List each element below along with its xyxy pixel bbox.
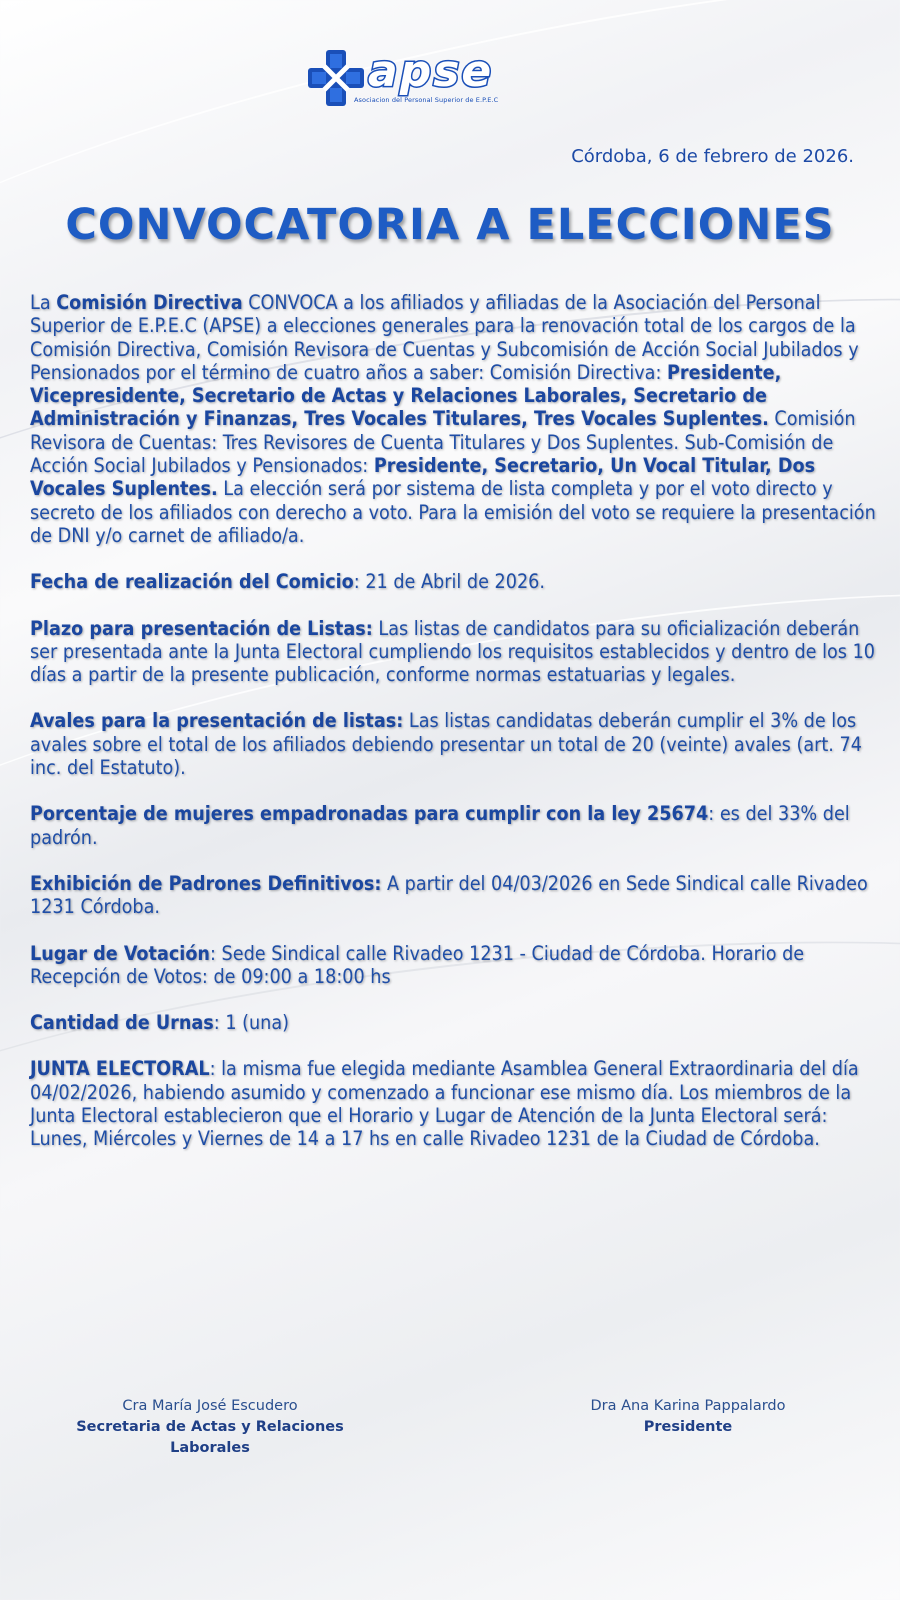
intro-text: La <box>30 291 57 314</box>
section-label: Cantidad de Urnas <box>30 1011 214 1035</box>
signatory-name: Dra Ana Karina Pappalardo <box>590 1398 786 1414</box>
document-body <box>30 291 884 1174</box>
intro-bold: Comisión Directiva <box>56 291 243 314</box>
section-text: : la misma fue elegida mediante Asamblea General Extraordinaria del día 04/02/2026, habiendo asumido y comenzado a funcionar ese mismo día. Los miembros de la Junta Electoral establecieron que el Horario y Lugar de Atención de la Junta Electoral será: Lunes, Miércoles y Viernes de 14 a 17 hs en calle Rivadeo 1231 de la Ciudad de Córdoba. <box>30 1057 859 1151</box>
section-text: : Sede Sindical calle Rivadeo 1231 - Ciudad de Córdoba. Horario de Recepción de Votos: de 09:00 a 18:00 hs <box>30 941 805 988</box>
signatory-role: Presidente <box>643 1419 733 1435</box>
section-text: Las listas de candidatos para su oficialización deberán ser presentada ante la Junta Electoral cumpliendo los requisitos establecidos y dentro de los 10 días a partir de la presente publicación, conforme normas estatuarias y legales. <box>30 616 875 687</box>
section-text: : es del 33% del padrón. <box>30 802 850 849</box>
page-title: CONVOCATORIA A ELECCIONES <box>65 200 835 250</box>
signature-block-presidente <box>548 1396 828 1438</box>
section-label: Exhibición de Padrones Definitivos: <box>30 871 382 895</box>
plazo-paragraph <box>30 617 884 687</box>
apse-logo <box>306 48 551 112</box>
section-label: Lugar de Votación <box>30 941 210 965</box>
section-label: Porcentaje de mujeres empadronadas para cumplir con la ley 25674 <box>30 802 709 826</box>
signatory-role: Secretaria de Actas y Relaciones Laborales <box>76 1419 344 1456</box>
intro-paragraph <box>30 291 884 547</box>
section-text: A partir del 04/03/2026 en Sede Sindical calle Rivadeo 1231 Córdoba. <box>30 871 868 919</box>
exhibicion-paragraph <box>30 872 884 919</box>
junta-paragraph <box>30 1057 884 1150</box>
section-label: Avales para la presentación de listas: <box>30 709 404 733</box>
logo-subtitle: Asociacion del Personal Superior de E.P.E.C <box>354 96 499 104</box>
logo-wordmark: apse <box>368 46 494 97</box>
section-label: JUNTA ELECTORAL <box>30 1057 210 1081</box>
signatory-name: Cra María José Escudero <box>122 1398 298 1414</box>
avales-paragraph <box>30 709 884 779</box>
intro-bold: Presidente, Vicepresidente, Secretario de Actas y Relaciones Laborales, Secretario de Administración y Finanzas, Tres Vocales Titulares, Tres Vocales Suplentes. <box>30 360 782 431</box>
intro-text: Comisión Revisora de Cuentas: Tres Revisores de Cuenta Titulares y Dos Suplentes. Sub-Comisión de Acción Social Jubilados y Pensionados: <box>30 407 856 478</box>
fecha-paragraph <box>30 570 884 593</box>
section-text: : 1 (una) <box>213 1011 290 1035</box>
signature-block-secretaria <box>60 1396 360 1459</box>
intro-text: La elección será por sistema de lista completa y por el voto directo y secreto de los afiliados con derecho a voto. Para la emisión del voto se requiere la presentación de DNI y/o carnet de afiliado/a. <box>30 477 876 547</box>
document-date: Córdoba, 6 de febrero de 2026. <box>571 146 854 167</box>
intro-text: CONVOCA a los afiliados y afiliadas de la Asociación del Personal Superior de E.P.E.C (APSE) a elecciones generales para la renovación total de los cargos de la Comisión Directiva, Comisión Revisora de Cuentas y Subcomisión de Acción Social Jubilados y Pensionados por el término de cuatro años a saber: Comisión Directiva: <box>30 291 859 384</box>
porcentaje-paragraph <box>30 802 884 849</box>
urnas-paragraph <box>30 1011 884 1034</box>
intro-bold: Presidente, Secretario, Un Vocal Titular, Dos Vocales Suplentes. <box>30 454 816 501</box>
section-label: Fecha de realización del Comicio <box>30 570 354 594</box>
section-label: Plazo para presentación de Listas: <box>30 616 373 640</box>
lugar-paragraph <box>30 942 884 989</box>
section-text: Las listas candidatas deberán cumplir el 3% de los avales sobre el total de los afiliados debiendo presentar un total de 20 (veinte) avales (art. 74 inc. del Estatuto). <box>30 709 862 780</box>
section-text: : 21 de Abril de 2026. <box>353 570 545 594</box>
